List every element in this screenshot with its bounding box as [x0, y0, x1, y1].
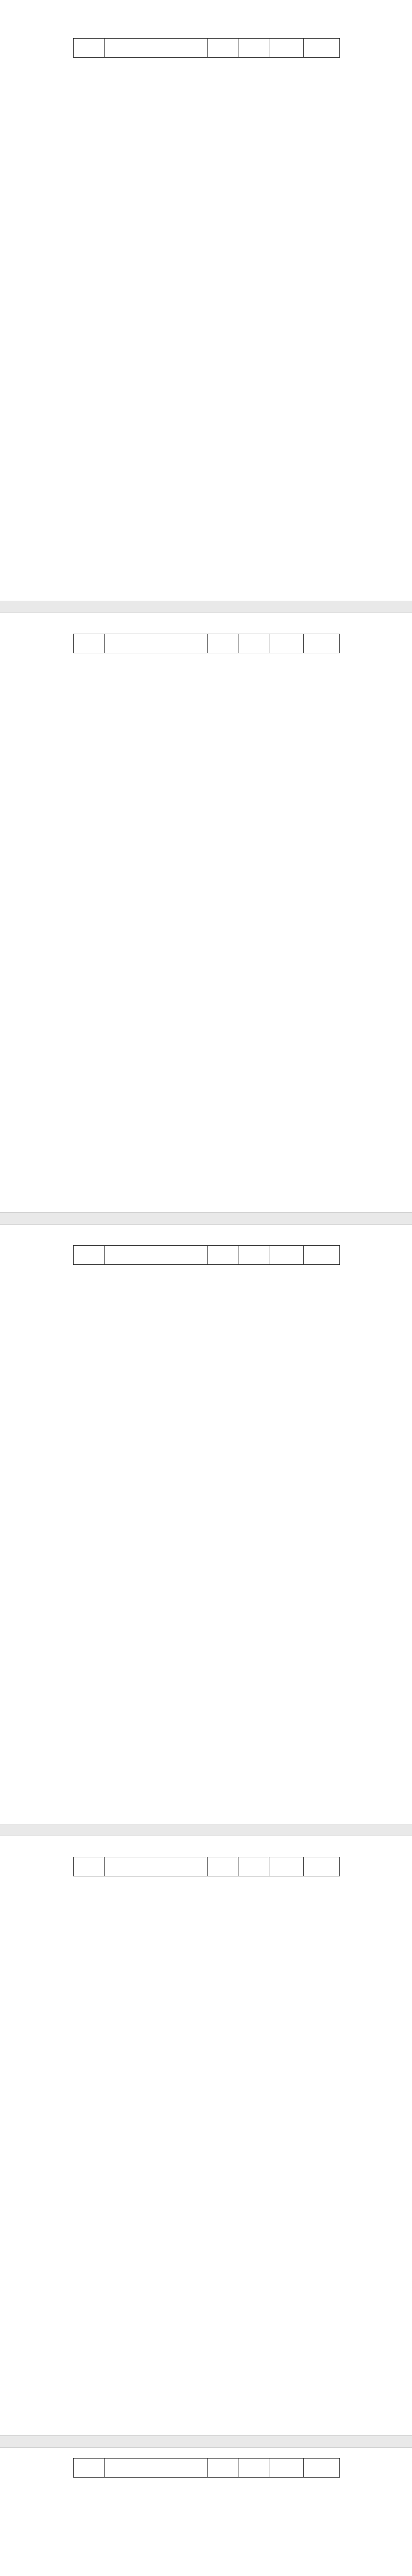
header-code [74, 1246, 105, 1265]
header-name [105, 2459, 208, 2478]
score-table-page-5 [73, 2458, 340, 2478]
page-1 [0, 0, 412, 601]
page-separator [0, 1212, 412, 1225]
header-subject [304, 1246, 340, 1265]
header-plan [208, 39, 238, 58]
score-table-page-2 [73, 634, 340, 653]
header-name [105, 1857, 208, 1876]
page-3 [0, 1225, 412, 1824]
header-score [269, 2459, 304, 2478]
header-toudang [238, 1246, 269, 1265]
header-toudang [238, 2459, 269, 2478]
header-score [269, 1246, 304, 1265]
score-table-page-4 [73, 1857, 340, 1876]
score-table-page-1 [73, 38, 340, 58]
header-subject [304, 2459, 340, 2478]
header-code [74, 39, 105, 58]
header-name [105, 634, 208, 653]
header-code [74, 1857, 105, 1876]
header-plan [208, 1857, 238, 1876]
page-4 [0, 1836, 412, 2435]
page-separator [0, 601, 412, 613]
page-5 [0, 2448, 412, 2576]
header-score [269, 39, 304, 58]
header-code [74, 634, 105, 653]
header-subject [304, 39, 340, 58]
score-table-page-3 [73, 1245, 340, 1265]
header-plan [208, 2459, 238, 2478]
header-toudang [238, 1857, 269, 1876]
header-subject [304, 634, 340, 653]
header-name [105, 1246, 208, 1265]
header-name [105, 39, 208, 58]
header-toudang [238, 39, 269, 58]
header-plan [208, 634, 238, 653]
page-2 [0, 613, 412, 1212]
header-subject [304, 1857, 340, 1876]
page-separator [0, 1824, 412, 1836]
header-score [269, 1857, 304, 1876]
header-plan [208, 1246, 238, 1265]
header-score [269, 634, 304, 653]
page-separator [0, 2435, 412, 2448]
header-toudang [238, 634, 269, 653]
header-code [74, 2459, 105, 2478]
